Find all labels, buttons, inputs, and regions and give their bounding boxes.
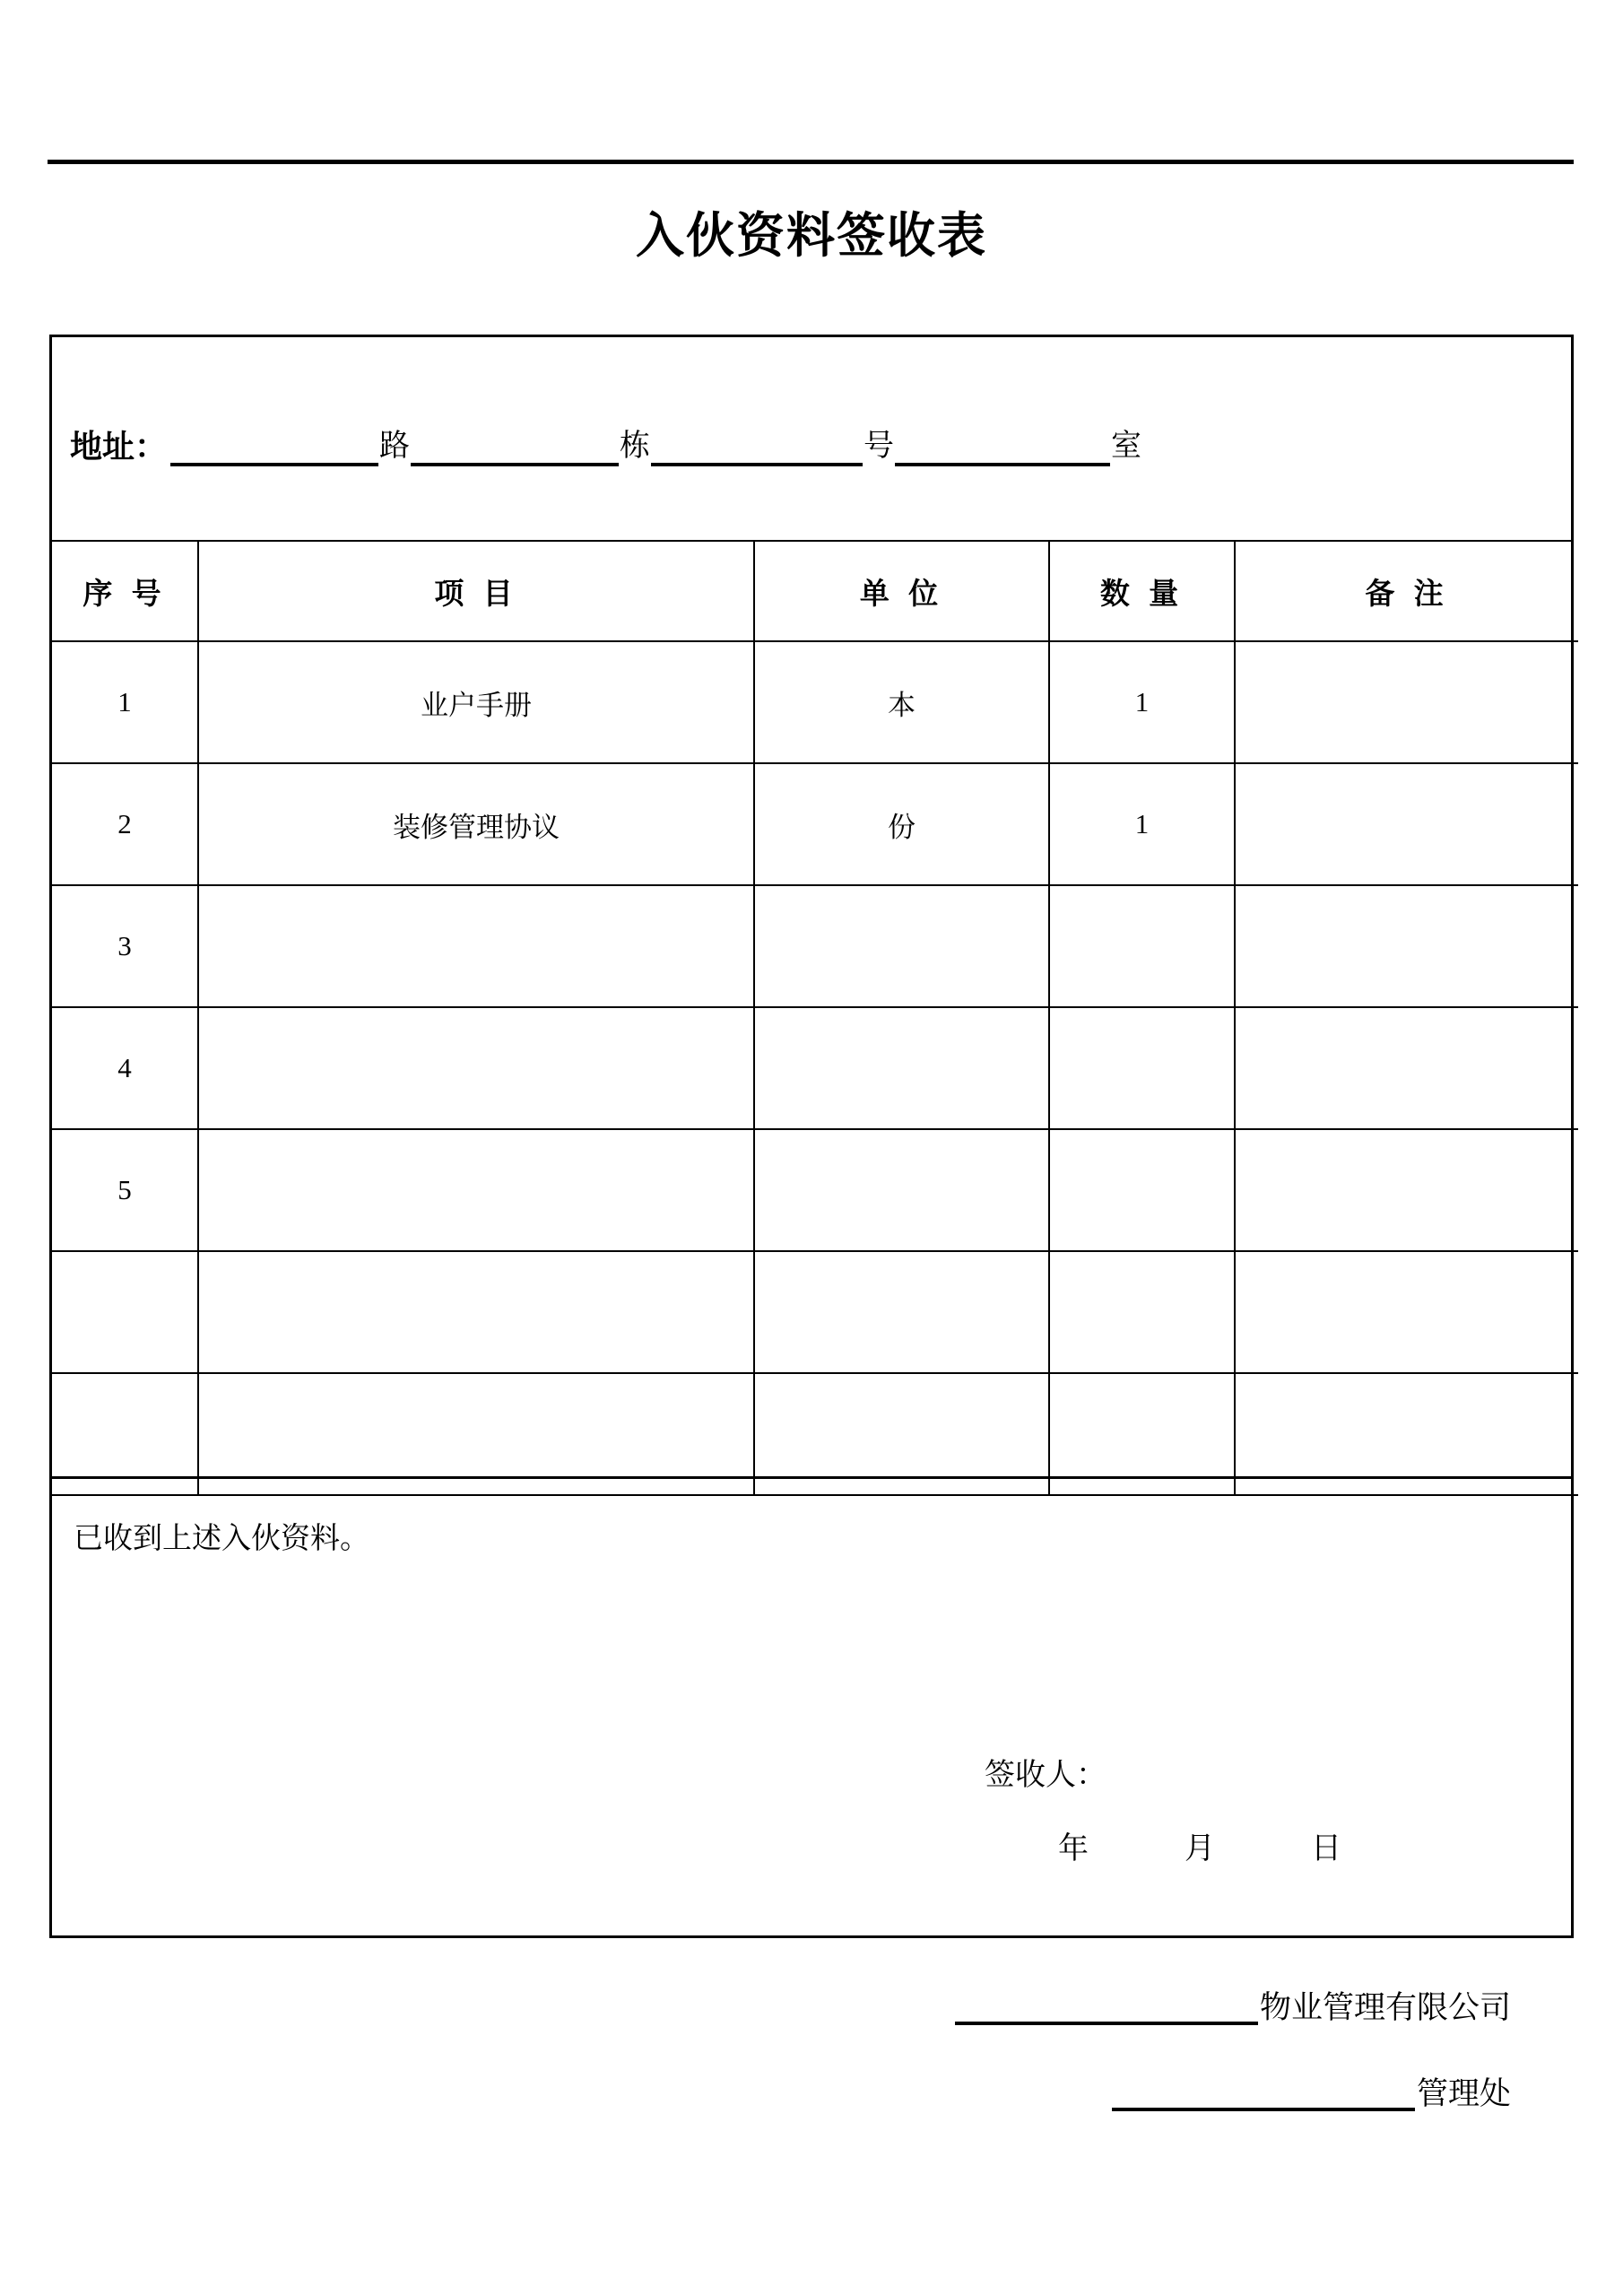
cell-qty[interactable] <box>1049 1251 1235 1373</box>
cell-note[interactable] <box>1235 1007 1578 1129</box>
page-title: 入伙资料签收表 <box>636 209 987 263</box>
cell-index: 1 <box>52 641 198 763</box>
address-unit-building: 栋 <box>620 430 651 463</box>
cell-unit[interactable]: 份 <box>754 763 1049 885</box>
cell-item[interactable] <box>198 1129 754 1251</box>
column-header-qty: 数 量 <box>1049 542 1235 641</box>
address-number-field[interactable] <box>651 432 863 466</box>
cell-item[interactable] <box>198 885 754 1007</box>
address-road-field[interactable] <box>170 432 378 466</box>
cell-qty[interactable] <box>1049 1129 1235 1251</box>
cell-unit[interactable] <box>754 1251 1049 1373</box>
table-row <box>52 1129 1578 1251</box>
cell-index: 5 <box>52 1129 198 1251</box>
cell-unit[interactable] <box>754 1129 1049 1251</box>
date-day-label: 日 <box>1311 1832 1341 1866</box>
cell-note[interactable] <box>1235 641 1578 763</box>
cell-item[interactable]: 装修管理协议 <box>198 763 754 885</box>
cell-note[interactable] <box>1235 763 1578 885</box>
cell-note[interactable] <box>1235 1129 1578 1251</box>
cell-index: 3 <box>52 885 198 1007</box>
cell-index: 4 <box>52 1007 198 1129</box>
table-row <box>52 763 1578 885</box>
cell-unit[interactable] <box>754 1007 1049 1129</box>
address-room-field[interactable] <box>895 432 1110 466</box>
cell-note[interactable] <box>1235 1251 1578 1373</box>
cell-note[interactable] <box>1235 885 1578 1007</box>
date-month-label: 月 <box>1185 1832 1215 1866</box>
company-suffix-label: 物业管理有限公司 <box>1259 1990 1511 2025</box>
address-unit-road: 路 <box>379 430 411 463</box>
cell-unit[interactable] <box>754 885 1049 1007</box>
address-label: 地址： <box>70 428 168 465</box>
office-suffix-label: 管理处 <box>1416 2076 1511 2111</box>
address-building-field[interactable] <box>411 432 619 466</box>
cell-qty[interactable] <box>1049 1007 1235 1129</box>
cell-qty[interactable] <box>1049 885 1235 1007</box>
table-header-row <box>52 542 1578 641</box>
receiver-label: 签收人： <box>985 1759 1107 1792</box>
address-unit-room: 室 <box>1111 430 1142 463</box>
header-divider-rule <box>48 160 1574 164</box>
table-row <box>52 1007 1578 1129</box>
form-frame <box>49 335 1574 1938</box>
items-table <box>52 542 1578 1496</box>
office-signature-row <box>0 2077 1623 2111</box>
notes-section <box>52 1476 1571 1935</box>
column-header-index: 序 号 <box>52 542 198 641</box>
table-row <box>52 1251 1578 1373</box>
cell-unit[interactable]: 本 <box>754 641 1049 763</box>
cell-item[interactable] <box>198 1007 754 1129</box>
cell-item[interactable]: 业户手册 <box>198 641 754 763</box>
cell-qty[interactable]: 1 <box>1049 763 1235 885</box>
confirmation-text: 已收到上述入伙资料。 <box>74 1523 369 1555</box>
footer-section <box>0 1991 1623 2111</box>
company-signature-row <box>0 1991 1623 2025</box>
cell-item[interactable] <box>198 1251 754 1373</box>
address-unit-number: 号 <box>864 430 895 463</box>
date-year-label: 年 <box>1058 1832 1089 1866</box>
address-line <box>70 427 1558 466</box>
cell-index: 2 <box>52 763 198 885</box>
cell-qty[interactable]: 1 <box>1049 641 1235 763</box>
column-header-note: 备 注 <box>1235 542 1578 641</box>
table-row <box>52 641 1578 763</box>
column-header-item: 项 目 <box>198 542 754 641</box>
office-name-field[interactable] <box>1112 2077 1415 2111</box>
cell-index <box>52 1251 198 1373</box>
address-section <box>52 337 1571 542</box>
table-row <box>52 885 1578 1007</box>
company-name-field[interactable] <box>955 1991 1258 2025</box>
column-header-unit: 单 位 <box>754 542 1049 641</box>
date-line <box>1058 1831 1341 1868</box>
